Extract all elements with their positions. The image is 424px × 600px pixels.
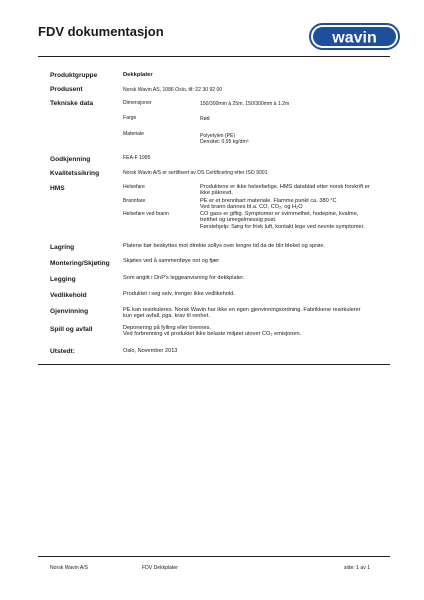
montering-label: Montering/Skjøting <box>50 260 110 267</box>
produsent-value: Norsk Wavin AS, 1086 Oslo, tlf: 22 30 92 00 <box>123 87 223 93</box>
helsefare-brann-line: Førstehjelp: Sørg for frisk luft, kontakt lege ved nevnte symptomer. <box>200 223 365 230</box>
produktgruppe-value: Dekkplater <box>123 72 153 78</box>
header-rule-top <box>38 56 390 57</box>
spill-value <box>123 325 301 338</box>
materiale-key: Materiale <box>123 131 144 137</box>
farge-key: Farge <box>123 115 137 121</box>
dimensjoner-value: 150/300mm à 25m, 150/300mm à 1.2m <box>200 101 290 107</box>
helsefare-line: Produktene er ikke helsefarlige. HMS datablad etter norsk forskrift er <box>200 184 370 190</box>
spill-line: Ved forbrenning vil produktet ikke belaste miljøet utover CO₂ emisjonen. <box>123 331 302 338</box>
montering-value: Skjøtes ved å sammenføye not og fjær <box>123 258 220 264</box>
gjenvinning-line: PE kan resirkuleres. Norsk Wavin har ikke en egen gjenvinningsordning. Fabrikkene resirkulerer <box>123 307 361 313</box>
materiale-value <box>200 133 248 146</box>
godkjenning-label: Godkjenning <box>50 156 91 163</box>
godkjenning-value: FEA-F 1995 <box>123 155 151 161</box>
helsefare-brann-value <box>200 211 365 230</box>
brannfare-key: Brannfare <box>123 198 146 204</box>
hms-label: HMS <box>50 185 65 192</box>
gjenvinning-value <box>123 307 361 320</box>
gjenvinning-line: kun eget avfall, pga. krav til renhet. <box>123 313 210 320</box>
vedlikehold-label: Vedlikehold <box>50 292 87 299</box>
footer-document: FDV Dekkplater <box>142 565 178 571</box>
farge-value: Rød <box>200 116 210 122</box>
footer-page-number: side: 1 av 1 <box>344 565 371 571</box>
section-rule-bottom <box>38 364 390 365</box>
helsefare-brann-line: tretthet og umegelmessig pust. <box>200 217 277 224</box>
helsefare-key: Helsefare <box>123 184 145 190</box>
footer-company: Norsk Wavin A/S <box>50 565 89 571</box>
materiale-line: Polyetylen (PE) <box>200 133 236 139</box>
kvalitetssikring-label: Kvalitetssikring <box>50 170 100 177</box>
brannfare-line: Ved brann dannes bl.a. CO, CO₂, og H₂O <box>200 204 303 211</box>
produktgruppe-label: Produktgruppe <box>50 72 98 79</box>
helsefare-line: ikke påkrevd. <box>200 190 233 197</box>
produsent-label: Produsent <box>50 86 83 93</box>
legging-value: Som angitt i DnP's leggeanvisning for dekkplater. <box>123 275 245 281</box>
tekniske-label: Tekniske data <box>50 100 94 107</box>
brannfare-line: PE er et brennbart materiale. Flamme punkt ca. 380 °C <box>200 198 337 204</box>
helsefare-value <box>200 184 370 197</box>
spill-label: Spill og avfall <box>50 326 93 333</box>
wavin-logo <box>309 23 400 50</box>
lagring-value: Platene bør beskyttes mot direkte sollys over lengre tid da de blir bleket og sprøe. <box>123 243 326 249</box>
spill-line: Deponering på fylling eller brennes. <box>123 325 212 331</box>
materiale-line: Densitet: 0,95 kg/dm³ <box>200 139 249 146</box>
helsefare-brann-line: CO gass er giftig. Symptomer er svimmelhet, hodepine, kvalme, <box>200 211 359 217</box>
kvalitetssikring-value: Norsk Wavin A/S er sertifisert av DS Certificering etter ISO 9001 <box>123 170 268 176</box>
utstedt-value: Oslo, November 2013 <box>123 348 178 354</box>
page-title: FDV dokumentasjon <box>38 24 164 39</box>
lagring-label: Lagring <box>50 244 75 251</box>
logo-text: wavin <box>332 29 377 47</box>
brannfare-value <box>200 198 337 211</box>
legging-label: Legging <box>50 276 76 283</box>
helsefare-brann-key: Helsefare ved brann <box>123 211 169 217</box>
dimensjoner-key: Dimensjoner <box>123 100 152 106</box>
utstedt-label: Utstedt: <box>50 348 75 355</box>
vedlikehold-value: Produktet i seg selv, trenger ikke vedlikehold. <box>123 291 235 297</box>
footer-rule <box>38 556 390 557</box>
gjenvinning-label: Gjenvinning <box>50 308 89 315</box>
